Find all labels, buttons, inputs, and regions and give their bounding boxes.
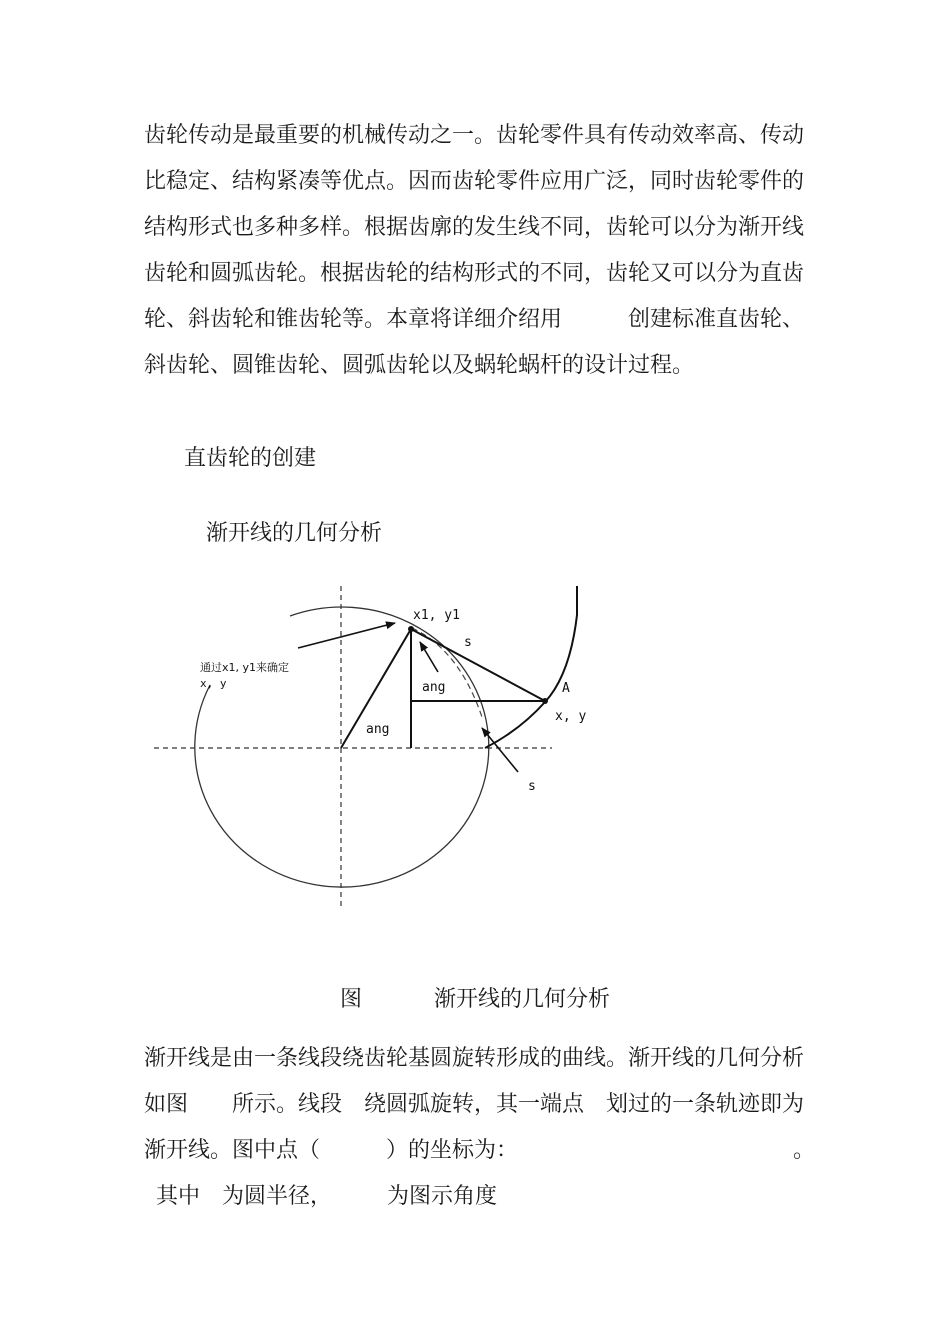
point-x1y1-label: x1, y1 xyxy=(413,608,460,623)
intro-line: 斜齿轮、圆锥齿轮、圆弧齿轮以及蜗轮蜗杆的设计过程。 xyxy=(144,353,695,378)
involute-trace-arc xyxy=(412,628,483,720)
intro-line: 比稳定、结构紧凑等优点。因而齿轮零件应用广泛，同时齿轮零件的 xyxy=(144,169,805,194)
point-a xyxy=(542,698,548,704)
figure-caption-prefix: 图 xyxy=(340,987,363,1012)
annotation-line-1: 通过x1, y1来确定 xyxy=(200,661,290,674)
annotation-line-2: x, y xyxy=(200,677,227,690)
arc-s-label: s xyxy=(528,779,536,794)
intro-line: 齿轮和圆弧齿轮。根据齿轮的结构形式的不同，齿轮又可以分为直齿 xyxy=(144,261,805,286)
intro-line: 轮、斜齿轮和锥齿轮等。本章将详细介绍用 创建标准直齿轮、 xyxy=(144,307,805,332)
annotation-arrow xyxy=(298,623,395,648)
segment-s-label: s xyxy=(464,635,472,650)
figure-caption-title: 渐开线的几何分析 xyxy=(434,987,611,1012)
point-a-label: A xyxy=(562,681,570,696)
point-x1y1 xyxy=(408,626,414,632)
subsection-heading: 渐开线的几何分析 xyxy=(206,521,383,546)
body-line: 其中 为圆半径， 为图示角度 xyxy=(156,1184,498,1209)
intro-paragraph xyxy=(144,113,814,389)
involute-diagram xyxy=(140,580,600,910)
intro-line: 结构形式也多种多样。根据齿廓的发生线不同，齿轮可以分为渐开线 xyxy=(144,215,805,240)
angle-arrow xyxy=(420,642,438,672)
point-xy-label: x, y xyxy=(555,709,587,724)
intro-line: 齿轮传动是最重要的机械传动之一。齿轮零件具有传动效率高、传动 xyxy=(144,123,805,148)
body-paragraph xyxy=(144,1036,814,1220)
involute-diagram-svg xyxy=(140,580,600,910)
angle-upper-label: ang xyxy=(422,680,446,695)
body-line: 如图 所示。线段 绕圆弧旋转，其一端点 划过的一条轨迹即为 xyxy=(144,1092,805,1117)
body-line: 渐开线。图中点（ ）的坐标为： 。 xyxy=(144,1138,816,1163)
section-heading: 直齿轮的创建 xyxy=(184,446,317,471)
angle-lower-label: ang xyxy=(366,722,390,737)
body-line: 渐开线是由一条线段绕齿轮基圆旋转形成的曲线。渐开线的几何分析 xyxy=(144,1046,805,1071)
